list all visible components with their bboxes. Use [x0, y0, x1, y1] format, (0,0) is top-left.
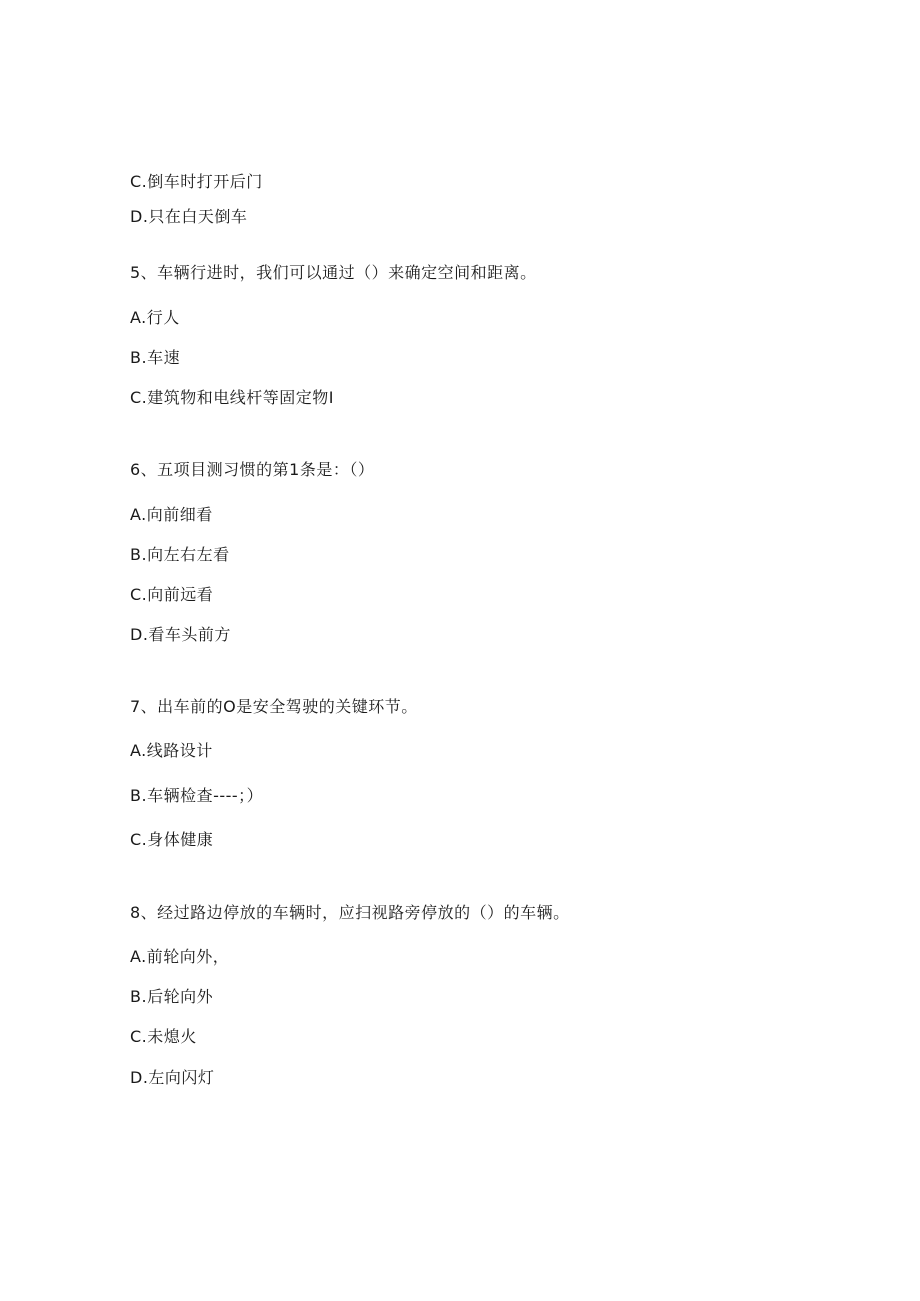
- option-c: C.未熄火: [130, 1027, 197, 1046]
- option-a: A.向前细看: [130, 505, 213, 524]
- option-d: D.只在白天倒车: [130, 207, 248, 226]
- option-c: C.建筑物和电线杆等固定物I: [130, 388, 334, 407]
- option-d: D.看车头前方: [130, 625, 231, 644]
- option-c: C.向前远看: [130, 585, 214, 604]
- question-6: 6、五项目测习惯的第1条是：（）: [130, 460, 375, 479]
- option-c: C.倒车时打开后门: [130, 172, 263, 191]
- option-b: B.向左右左看: [130, 545, 230, 564]
- option-a: A.行人: [130, 308, 180, 327]
- question-5: 5、车辆行进时，我们可以通过（）来确定空间和距离。: [130, 263, 537, 282]
- option-b: B.车速: [130, 348, 181, 367]
- option-c: C.身体健康: [130, 830, 214, 849]
- question-7: 7、出车前的O是安全驾驶的关键环节。: [130, 697, 418, 716]
- option-d: D.左向闪灯: [130, 1068, 215, 1087]
- question-8: 8、经过路边停放的车辆时，应扫视路旁停放的（）的车辆。: [130, 903, 570, 922]
- option-b: B.后轮向外: [130, 987, 214, 1006]
- option-b: B.车辆检查----；）: [130, 786, 264, 805]
- option-a: A.线路设计: [130, 741, 213, 760]
- option-a: A.前轮向外，: [130, 947, 230, 966]
